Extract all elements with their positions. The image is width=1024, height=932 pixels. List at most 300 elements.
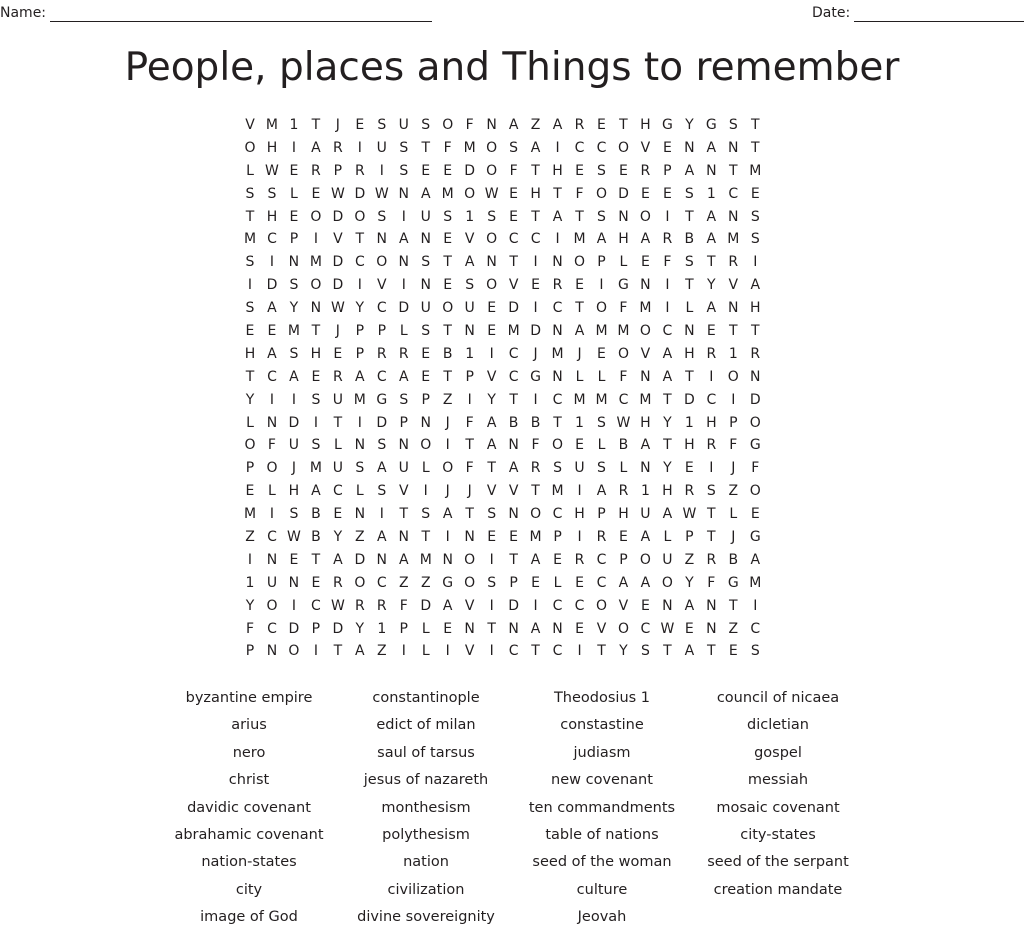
grid-letter[interactable]: B: [311, 506, 321, 523]
grid-letter[interactable]: P: [421, 391, 430, 408]
grid-letter[interactable]: A: [640, 437, 651, 454]
grid-letter[interactable]: E: [333, 506, 343, 523]
grid-letter[interactable]: C: [618, 391, 629, 408]
grid-letter[interactable]: A: [355, 368, 365, 385]
grid-letter[interactable]: N: [398, 529, 409, 546]
grid-letter[interactable]: E: [443, 231, 453, 248]
grid-letter[interactable]: O: [617, 345, 629, 362]
grid-letter[interactable]: V: [640, 345, 651, 362]
grid-letter[interactable]: O: [617, 139, 629, 156]
grid-letter[interactable]: V: [486, 368, 497, 385]
grid-letter[interactable]: N: [750, 368, 761, 385]
grid-letter[interactable]: O: [266, 460, 278, 477]
grid-letter[interactable]: R: [706, 437, 717, 454]
grid-letter[interactable]: 1: [640, 483, 650, 500]
grid-letter[interactable]: G: [530, 368, 541, 385]
grid-letter[interactable]: M: [529, 529, 542, 546]
grid-letter[interactable]: E: [509, 208, 519, 225]
grid-letter[interactable]: G: [749, 437, 761, 454]
grid-letter[interactable]: M: [727, 231, 740, 248]
grid-letter[interactable]: C: [640, 620, 651, 637]
grid-letter[interactable]: A: [398, 551, 409, 568]
grid-letter[interactable]: A: [486, 414, 497, 431]
grid-letter[interactable]: N: [486, 117, 497, 133]
grid-letter[interactable]: C: [376, 300, 387, 317]
grid-letter[interactable]: N: [354, 437, 366, 454]
grid-letter[interactable]: S: [377, 208, 387, 225]
grid-letter[interactable]: P: [355, 345, 365, 362]
grid-letter[interactable]: U: [332, 391, 343, 408]
grid-letter[interactable]: N: [552, 254, 563, 271]
grid-letter[interactable]: D: [354, 551, 366, 568]
grid-letter[interactable]: E: [619, 529, 628, 546]
grid-letter[interactable]: A: [640, 574, 651, 591]
grid-letter[interactable]: P: [553, 529, 562, 546]
grid-letter[interactable]: Y: [245, 391, 255, 408]
grid-letter[interactable]: T: [443, 254, 452, 271]
grid-letter[interactable]: O: [420, 437, 432, 454]
grid-letter[interactable]: P: [245, 460, 255, 477]
grid-letter[interactable]: B: [618, 437, 629, 454]
grid-letter[interactable]: I: [489, 551, 494, 568]
grid-letter[interactable]: C: [332, 483, 343, 500]
grid-letter[interactable]: I: [709, 460, 714, 477]
grid-letter[interactable]: N: [376, 551, 388, 568]
grid-letter[interactable]: E: [531, 277, 540, 294]
date-field[interactable]: [812, 4, 1024, 22]
grid-letter[interactable]: H: [618, 506, 629, 523]
grid-letter[interactable]: I: [665, 208, 670, 225]
grid-letter[interactable]: A: [750, 277, 761, 294]
grid-letter[interactable]: V: [618, 597, 629, 614]
grid-letter[interactable]: T: [245, 208, 255, 225]
grid-letter[interactable]: T: [685, 277, 694, 294]
grid-letter[interactable]: I: [445, 529, 450, 546]
grid-letter[interactable]: N: [442, 551, 453, 568]
grid-letter[interactable]: I: [269, 391, 275, 408]
grid-letter[interactable]: C: [267, 231, 277, 248]
grid-letter[interactable]: S: [245, 254, 255, 271]
grid-letter[interactable]: Y: [663, 414, 672, 431]
grid-letter[interactable]: C: [508, 368, 519, 385]
grid-letter[interactable]: T: [509, 254, 518, 271]
grid-letter[interactable]: N: [706, 597, 717, 614]
grid-letter[interactable]: E: [662, 139, 672, 156]
grid-letter[interactable]: P: [663, 162, 672, 179]
grid-letter[interactable]: T: [311, 323, 321, 340]
grid-letter[interactable]: M: [463, 139, 476, 156]
grid-letter[interactable]: R: [552, 277, 563, 294]
grid-letter[interactable]: G: [749, 529, 761, 546]
grid-letter[interactable]: L: [246, 414, 254, 431]
grid-letter[interactable]: T: [333, 414, 343, 431]
grid-letter[interactable]: P: [509, 574, 518, 591]
grid-letter[interactable]: G: [661, 117, 673, 133]
grid-letter[interactable]: G: [442, 574, 454, 591]
grid-letter[interactable]: C: [552, 506, 563, 523]
grid-letter[interactable]: C: [376, 574, 387, 591]
grid-letter[interactable]: N: [464, 323, 475, 340]
grid-letter[interactable]: O: [595, 597, 607, 614]
grid-letter[interactable]: S: [553, 460, 562, 477]
grid-letter[interactable]: E: [575, 620, 584, 637]
grid-letter[interactable]: G: [727, 574, 739, 591]
grid-letter[interactable]: E: [531, 574, 540, 591]
grid-letter[interactable]: L: [290, 185, 298, 202]
grid-letter[interactable]: V: [464, 231, 475, 248]
grid-letter[interactable]: R: [662, 231, 673, 248]
grid-letter[interactable]: O: [661, 574, 673, 591]
grid-letter[interactable]: C: [596, 551, 607, 568]
grid-letter[interactable]: T: [531, 162, 540, 179]
grid-letter[interactable]: M: [243, 506, 257, 523]
grid-letter[interactable]: L: [421, 620, 430, 637]
grid-letter[interactable]: M: [749, 162, 762, 179]
grid-letter[interactable]: M: [265, 117, 278, 133]
grid-letter[interactable]: L: [729, 506, 738, 523]
grid-letter[interactable]: Z: [377, 643, 387, 660]
grid-letter[interactable]: O: [310, 208, 322, 225]
grid-letter[interactable]: O: [639, 551, 651, 568]
grid-letter[interactable]: Z: [355, 529, 365, 546]
grid-letter[interactable]: N: [398, 185, 409, 202]
grid-letter[interactable]: S: [728, 117, 738, 133]
grid-letter[interactable]: I: [577, 483, 582, 500]
grid-letter[interactable]: Z: [420, 574, 431, 591]
grid-letter[interactable]: V: [596, 620, 607, 637]
grid-letter[interactable]: D: [508, 300, 519, 317]
grid-letter[interactable]: D: [683, 391, 695, 408]
grid-letter[interactable]: A: [530, 620, 541, 637]
grid-letter[interactable]: T: [245, 368, 255, 385]
grid-letter[interactable]: T: [443, 368, 452, 385]
grid-letter[interactable]: F: [619, 368, 628, 385]
grid-letter[interactable]: Y: [685, 574, 694, 591]
grid-letter[interactable]: M: [419, 551, 432, 568]
grid-letter[interactable]: I: [753, 597, 758, 614]
grid-letter[interactable]: E: [597, 117, 606, 133]
grid-letter[interactable]: R: [706, 551, 717, 568]
grid-letter[interactable]: I: [379, 506, 384, 523]
grid-letter[interactable]: N: [420, 231, 431, 248]
grid-letter[interactable]: F: [443, 139, 452, 156]
grid-letter[interactable]: E: [597, 345, 606, 362]
grid-letter[interactable]: I: [401, 277, 406, 294]
grid-letter[interactable]: M: [595, 323, 608, 340]
grid-letter[interactable]: R: [596, 529, 607, 546]
grid-letter[interactable]: A: [530, 551, 541, 568]
grid-letter[interactable]: U: [464, 300, 475, 317]
grid-letter[interactable]: C: [574, 139, 585, 156]
name-blank-line[interactable]: [50, 7, 432, 22]
grid-letter[interactable]: I: [313, 231, 318, 248]
grid-letter[interactable]: O: [749, 483, 761, 500]
grid-letter[interactable]: H: [310, 345, 322, 362]
grid-letter[interactable]: C: [728, 185, 739, 202]
grid-letter[interactable]: E: [311, 574, 321, 591]
grid-letter[interactable]: H: [750, 300, 761, 317]
grid-letter[interactable]: R: [618, 483, 629, 500]
grid-letter[interactable]: E: [640, 597, 650, 614]
grid-letter[interactable]: H: [574, 506, 585, 523]
grid-letter[interactable]: H: [618, 231, 629, 248]
grid-letter[interactable]: N: [640, 368, 651, 385]
grid-letter[interactable]: R: [398, 345, 409, 362]
grid-letter[interactable]: Y: [289, 300, 299, 317]
grid-letter[interactable]: D: [420, 597, 432, 614]
grid-letter[interactable]: E: [311, 185, 321, 202]
grid-letter[interactable]: E: [289, 162, 299, 179]
grid-letter[interactable]: S: [377, 437, 387, 454]
grid-letter[interactable]: V: [508, 483, 519, 500]
grid-letter[interactable]: T: [685, 208, 694, 225]
grid-letter[interactable]: T: [465, 437, 474, 454]
date-blank-line[interactable]: [854, 7, 1024, 22]
grid-letter[interactable]: I: [357, 277, 362, 294]
grid-letter[interactable]: A: [486, 437, 497, 454]
grid-letter[interactable]: T: [619, 117, 628, 133]
grid-letter[interactable]: D: [354, 185, 366, 202]
grid-letter[interactable]: Y: [663, 460, 672, 477]
grid-letter[interactable]: A: [398, 231, 409, 248]
grid-letter[interactable]: B: [530, 414, 541, 431]
grid-letter[interactable]: L: [597, 437, 606, 454]
grid-letter[interactable]: T: [531, 483, 540, 500]
grid-letter[interactable]: I: [709, 368, 714, 385]
grid-letter[interactable]: A: [684, 162, 695, 179]
grid-letter[interactable]: I: [489, 345, 494, 362]
grid-letter[interactable]: A: [706, 139, 717, 156]
grid-letter[interactable]: E: [443, 162, 453, 179]
grid-letter[interactable]: L: [333, 437, 342, 454]
grid-letter[interactable]: I: [313, 643, 318, 660]
grid-letter[interactable]: S: [597, 162, 606, 179]
grid-letter[interactable]: E: [487, 529, 497, 546]
grid-letter[interactable]: S: [597, 460, 606, 477]
grid-letter[interactable]: T: [311, 551, 321, 568]
grid-letter[interactable]: T: [729, 597, 738, 614]
grid-letter[interactable]: C: [530, 231, 541, 248]
grid-letter[interactable]: I: [423, 483, 428, 500]
grid-letter[interactable]: E: [487, 300, 497, 317]
grid-letter[interactable]: S: [289, 277, 299, 294]
grid-letter[interactable]: L: [421, 460, 430, 477]
grid-letter[interactable]: I: [753, 254, 758, 271]
grid-letter[interactable]: Z: [684, 551, 695, 568]
grid-letter[interactable]: V: [464, 597, 475, 614]
grid-letter[interactable]: R: [332, 139, 343, 156]
grid-letter[interactable]: Z: [728, 483, 739, 500]
grid-letter[interactable]: A: [377, 460, 387, 477]
grid-letter[interactable]: Z: [530, 117, 541, 133]
grid-letter[interactable]: Z: [245, 529, 255, 546]
grid-letter[interactable]: C: [706, 391, 717, 408]
grid-letter[interactable]: C: [311, 597, 321, 614]
grid-letter[interactable]: O: [617, 620, 629, 637]
grid-letter[interactable]: A: [618, 574, 629, 591]
grid-letter[interactable]: T: [333, 643, 343, 660]
grid-letter[interactable]: A: [267, 300, 277, 317]
grid-letter[interactable]: Y: [619, 643, 628, 660]
grid-letter[interactable]: A: [289, 368, 299, 385]
grid-letter[interactable]: F: [729, 437, 738, 454]
grid-letter[interactable]: B: [311, 529, 321, 546]
grid-letter[interactable]: N: [552, 620, 563, 637]
grid-letter[interactable]: N: [420, 414, 431, 431]
grid-letter[interactable]: T: [443, 323, 452, 340]
grid-letter[interactable]: F: [751, 460, 760, 477]
grid-letter[interactable]: A: [464, 254, 475, 271]
grid-letter[interactable]: E: [640, 254, 650, 271]
grid-letter[interactable]: A: [311, 139, 321, 156]
grid-letter[interactable]: H: [530, 185, 541, 202]
grid-letter[interactable]: W: [287, 529, 301, 546]
grid-letter[interactable]: E: [311, 368, 321, 385]
grid-letter[interactable]: E: [421, 345, 431, 362]
grid-letter[interactable]: S: [311, 391, 321, 408]
grid-letter[interactable]: O: [749, 414, 761, 431]
grid-letter[interactable]: 1: [465, 345, 475, 362]
grid-letter[interactable]: S: [421, 117, 431, 133]
grid-letter[interactable]: E: [333, 345, 343, 362]
grid-letter[interactable]: S: [245, 300, 255, 317]
grid-letter[interactable]: E: [267, 323, 277, 340]
grid-letter[interactable]: Y: [355, 300, 365, 317]
grid-letter[interactable]: V: [464, 643, 475, 660]
grid-letter[interactable]: 1: [377, 620, 387, 637]
grid-letter[interactable]: I: [291, 391, 296, 408]
grid-letter[interactable]: I: [731, 391, 736, 408]
grid-letter[interactable]: M: [309, 254, 322, 271]
grid-letter[interactable]: U: [398, 460, 409, 477]
grid-letter[interactable]: E: [245, 483, 255, 500]
grid-letter[interactable]: H: [288, 483, 300, 500]
grid-letter[interactable]: I: [247, 277, 253, 294]
grid-letter[interactable]: V: [398, 483, 409, 500]
grid-letter[interactable]: B: [728, 551, 739, 568]
grid-letter[interactable]: S: [509, 139, 519, 156]
grid-letter[interactable]: E: [575, 437, 584, 454]
grid-letter[interactable]: I: [247, 551, 253, 568]
grid-letter[interactable]: R: [311, 162, 321, 179]
grid-letter[interactable]: H: [640, 117, 651, 133]
grid-letter[interactable]: A: [706, 300, 717, 317]
grid-letter[interactable]: R: [332, 574, 343, 591]
grid-letter[interactable]: C: [354, 254, 365, 271]
name-field[interactable]: [0, 4, 432, 22]
grid-letter[interactable]: D: [530, 323, 541, 340]
grid-letter[interactable]: E: [575, 277, 584, 294]
grid-letter[interactable]: S: [399, 162, 409, 179]
grid-letter[interactable]: O: [442, 460, 454, 477]
grid-letter[interactable]: A: [684, 643, 695, 660]
grid-letter[interactable]: T: [663, 643, 672, 660]
grid-letter[interactable]: R: [640, 162, 651, 179]
grid-letter[interactable]: F: [663, 254, 672, 271]
grid-letter[interactable]: A: [750, 551, 761, 568]
grid-letter[interactable]: J: [533, 345, 538, 362]
grid-letter[interactable]: H: [640, 414, 651, 431]
grid-letter[interactable]: S: [399, 391, 409, 408]
grid-letter[interactable]: P: [685, 529, 694, 546]
grid-letter[interactable]: B: [684, 231, 695, 248]
grid-letter[interactable]: L: [268, 483, 276, 500]
grid-letter[interactable]: O: [639, 323, 651, 340]
grid-letter[interactable]: Y: [355, 620, 365, 637]
grid-letter[interactable]: T: [729, 323, 738, 340]
grid-letter[interactable]: T: [663, 391, 672, 408]
grid-letter[interactable]: A: [333, 551, 343, 568]
grid-letter[interactable]: V: [640, 139, 651, 156]
grid-letter[interactable]: J: [445, 483, 450, 500]
grid-letter[interactable]: C: [552, 643, 563, 660]
grid-letter[interactable]: F: [619, 300, 628, 317]
grid-letter[interactable]: 1: [575, 414, 584, 431]
grid-letter[interactable]: F: [707, 574, 716, 591]
grid-letter[interactable]: I: [291, 597, 296, 614]
grid-letter[interactable]: Z: [442, 391, 453, 408]
grid-letter[interactable]: N: [376, 231, 388, 248]
grid-letter[interactable]: U: [420, 300, 431, 317]
grid-letter[interactable]: A: [420, 185, 431, 202]
grid-letter[interactable]: N: [618, 208, 629, 225]
grid-letter[interactable]: O: [288, 643, 300, 660]
grid-letter[interactable]: M: [573, 391, 586, 408]
grid-letter[interactable]: J: [335, 323, 340, 340]
grid-letter[interactable]: L: [355, 483, 364, 500]
grid-letter[interactable]: I: [489, 597, 494, 614]
grid-letter[interactable]: T: [509, 551, 518, 568]
grid-letter[interactable]: C: [376, 368, 387, 385]
grid-letter[interactable]: N: [266, 551, 278, 568]
grid-letter[interactable]: S: [640, 643, 650, 660]
grid-letter[interactable]: S: [289, 506, 299, 523]
grid-letter[interactable]: A: [640, 231, 651, 248]
grid-letter[interactable]: N: [508, 620, 519, 637]
grid-letter[interactable]: R: [684, 483, 695, 500]
grid-letter[interactable]: P: [619, 551, 628, 568]
grid-letter[interactable]: U: [574, 460, 585, 477]
grid-letter[interactable]: Y: [333, 529, 343, 546]
grid-letter[interactable]: E: [421, 162, 431, 179]
grid-letter[interactable]: S: [421, 254, 431, 271]
grid-letter[interactable]: O: [354, 208, 366, 225]
grid-letter[interactable]: P: [729, 414, 738, 431]
grid-letter[interactable]: O: [464, 185, 476, 202]
grid-letter[interactable]: W: [660, 620, 675, 637]
grid-letter[interactable]: T: [421, 139, 431, 156]
grid-letter[interactable]: O: [244, 139, 256, 156]
grid-letter[interactable]: L: [553, 574, 562, 591]
grid-letter[interactable]: O: [244, 437, 256, 454]
grid-letter[interactable]: O: [552, 437, 564, 454]
grid-letter[interactable]: N: [508, 437, 519, 454]
grid-letter[interactable]: N: [464, 529, 475, 546]
grid-letter[interactable]: F: [245, 620, 255, 637]
grid-letter[interactable]: E: [553, 551, 562, 568]
grid-letter[interactable]: P: [377, 323, 387, 340]
grid-letter[interactable]: P: [465, 368, 474, 385]
grid-letter[interactable]: N: [728, 139, 739, 156]
grid-letter[interactable]: Y: [707, 277, 716, 294]
grid-letter[interactable]: T: [465, 506, 474, 523]
grid-letter[interactable]: C: [574, 597, 585, 614]
grid-letter[interactable]: A: [596, 231, 607, 248]
grid-letter[interactable]: O: [486, 277, 498, 294]
grid-letter[interactable]: I: [533, 300, 538, 317]
grid-letter[interactable]: I: [533, 597, 538, 614]
grid-letter[interactable]: O: [486, 139, 498, 156]
